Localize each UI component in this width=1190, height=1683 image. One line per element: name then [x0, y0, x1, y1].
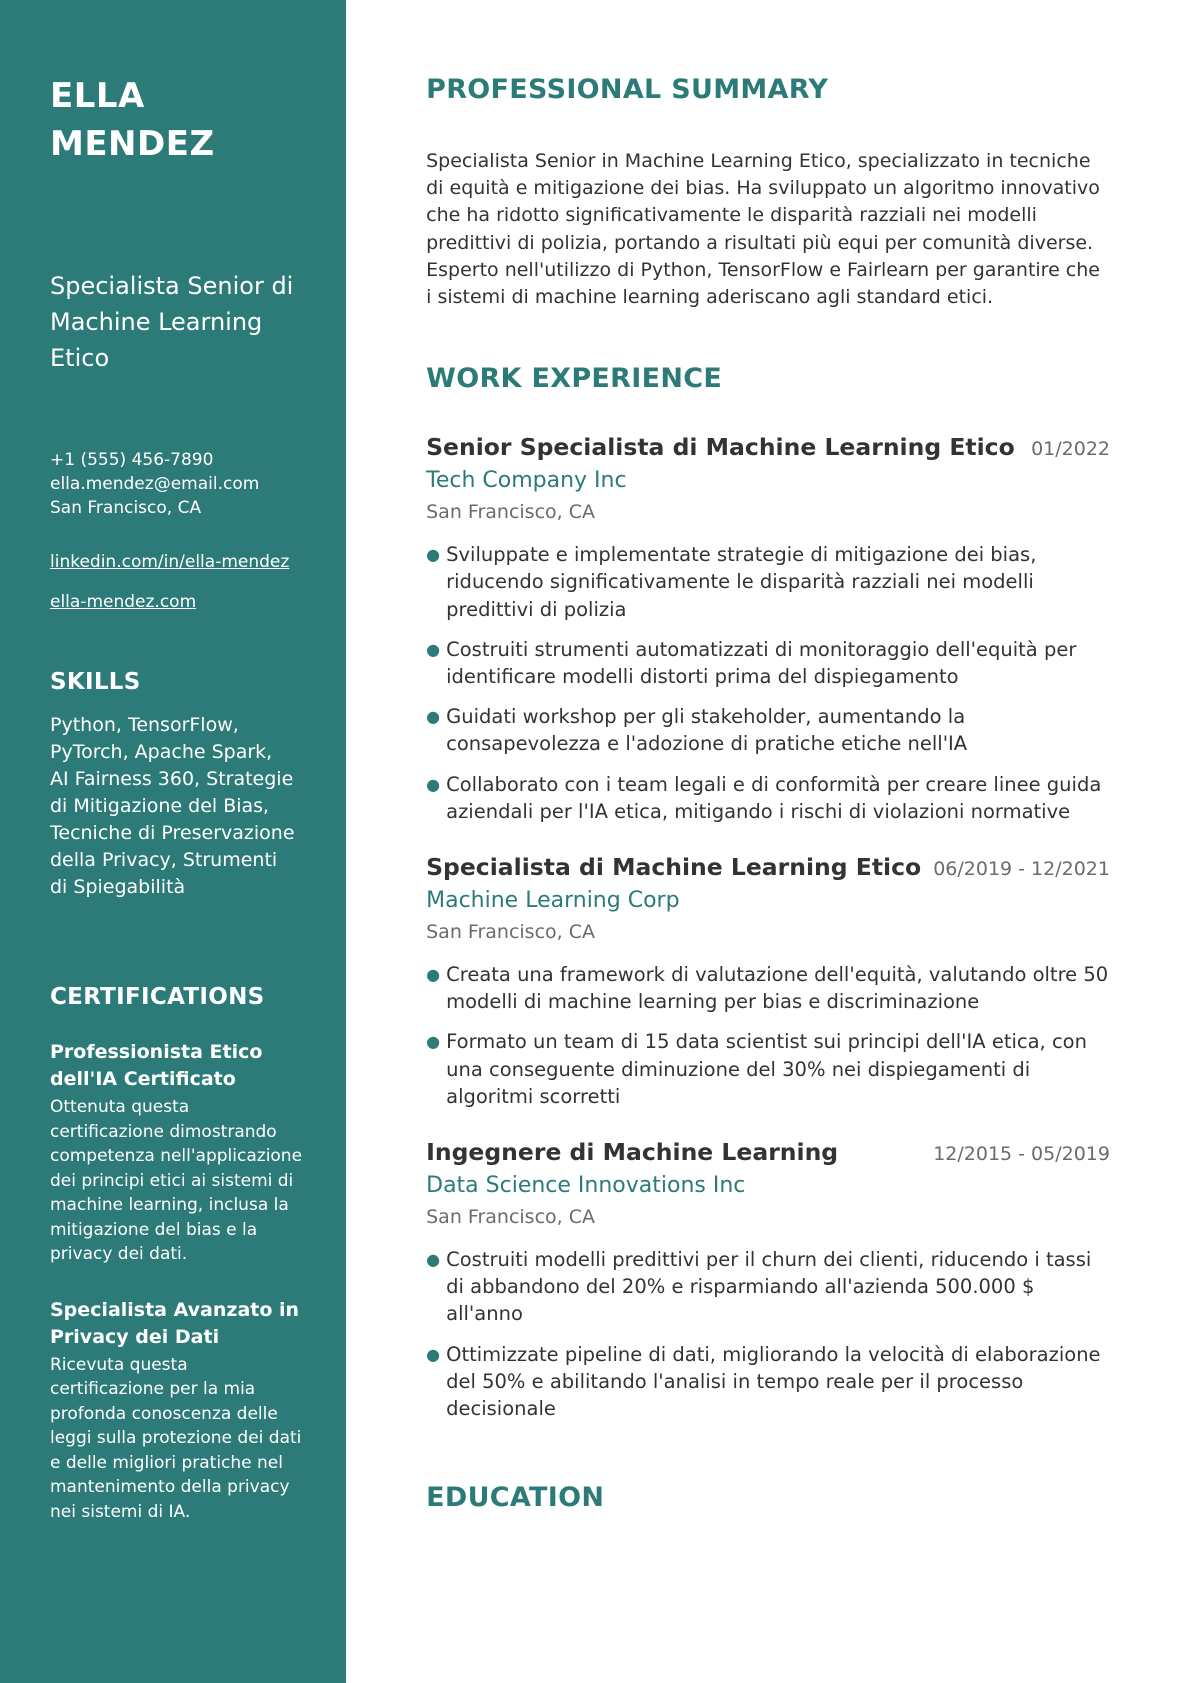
bullet-icon: ●	[426, 965, 441, 985]
profile-links	[50, 550, 306, 614]
bullet-item	[426, 771, 1110, 825]
bullet-item	[426, 1028, 1110, 1110]
certification-title: Professionista Etico dell'IA Certificato	[50, 1041, 263, 1090]
bullet-item	[426, 961, 1110, 1015]
email-address: ella.mendez@email.com	[50, 474, 260, 494]
job-bullets	[426, 1246, 1110, 1422]
job-location: San Francisco, CA	[426, 501, 595, 524]
job-title: Senior Specialista di Machine Learning Etico	[426, 433, 1015, 462]
job-title: Specialista di Machine Learning Etico	[426, 853, 922, 882]
job-header	[426, 1136, 1110, 1168]
summary-section	[426, 72, 1110, 311]
bullet-icon: ●	[426, 1250, 441, 1270]
job-location: San Francisco, CA	[426, 921, 595, 944]
job-date: 01/2022	[1031, 438, 1110, 461]
bullet-text: Formato un team di 15 data scientist sui principi dell'IA etica, con una conseguente diminuzione del 30% nei dispiegamenti di algoritmi scorretti	[446, 1030, 1087, 1108]
skills-list: Python, TensorFlow, PyTorch, Apache Spark, AI Fairness 360, Strategie di Mitigazione del Bias, Tecniche di Preservazione della Privacy, Strumenti di Spiegabilità	[50, 714, 295, 898]
phone-number: +1 (555) 456-7890	[50, 450, 214, 470]
bullet-icon: ●	[426, 707, 441, 727]
job-bullets	[426, 961, 1110, 1110]
job-header	[426, 431, 1110, 463]
certification-description: Ottenuta questa certificazione dimostrando competenza nell'applicazione dei principi etici ai sistemi di machine learning, inclusa la mitigazione del bias e la privacy dei dati.	[50, 1097, 303, 1264]
contact-location: San Francisco, CA	[50, 498, 202, 518]
certification-item	[50, 1297, 306, 1525]
work-experience-section	[426, 361, 1110, 1422]
certifications-section	[50, 981, 306, 1524]
job-bullets	[426, 541, 1110, 825]
skills-heading: SKILLS	[50, 669, 141, 695]
candidate-name: ELLA MENDEZ	[50, 76, 215, 164]
bullet-item	[426, 636, 1110, 690]
job-date: 12/2015 - 05/2019	[933, 1143, 1110, 1166]
bullet-icon: ●	[426, 1032, 441, 1052]
education-section	[426, 1480, 1110, 1516]
job-entry	[426, 1136, 1110, 1422]
bullet-text: Sviluppate e implementate strategie di mitigazione dei bias, riducendo significativamente le disparità razziali nei modelli predittivi di polizia	[446, 543, 1037, 621]
certification-description: Ricevuta questa certificazione per la mia profonda conoscenza delle leggi sulla protezione dei dati e delle migliori pratiche nel mantenimento della privacy nei sistemi di IA.	[50, 1354, 302, 1522]
bullet-text: Costruiti modelli predittivi per il churn dei clienti, riducendo i tassi di abbandono del 20% e risparmiando all'azienda 500.000 $ all'anno	[446, 1248, 1092, 1326]
bullet-text: Costruiti strumenti automatizzati di monitoraggio dell'equità per identificare modelli distorti prima del dispiegamento	[446, 637, 1077, 689]
job-title: Ingegnere di Machine Learning	[426, 1138, 839, 1167]
job-header	[426, 851, 1110, 883]
certifications-heading: CERTIFICATIONS	[50, 984, 265, 1010]
bullet-item	[426, 1341, 1110, 1423]
bullet-icon: ●	[426, 1344, 441, 1364]
bullet-text: Collaborato con i team legali e di conformità per creare linee guida aziendali per l'IA etica, mitigando i rischi di violazioni normative	[446, 772, 1102, 823]
job-date: 06/2019 - 12/2021	[933, 858, 1110, 881]
job-subtitle: Specialista Senior di Machine Learning Etico	[50, 272, 294, 372]
main-content	[346, 0, 1190, 1683]
sidebar	[0, 0, 346, 1683]
certification-item	[50, 1039, 306, 1267]
company-name: Tech Company Inc	[426, 468, 627, 494]
website-link[interactable]: ella-mendez.com	[50, 592, 197, 612]
bullet-item	[426, 703, 1110, 757]
bullet-item	[426, 541, 1110, 623]
bullet-text: Creata una framework di valutazione dell'equità, valutando oltre 50 modelli di machine learning per bias e discriminazione	[446, 963, 1109, 1014]
education-heading: EDUCATION	[426, 1482, 605, 1514]
summary-heading: PROFESSIONAL SUMMARY	[426, 74, 829, 105]
bullet-item	[426, 1246, 1110, 1328]
job-entry	[426, 431, 1110, 825]
bullet-text: Ottimizzate pipeline di dati, migliorando la velocità di elaborazione del 50% e abilitando l'analisi in tempo reale per il processo decisionale	[446, 1342, 1101, 1421]
bullet-icon: ●	[426, 774, 441, 794]
company-name: Data Science Innovations Inc	[426, 1173, 746, 1199]
bullet-text: Guidati workshop per gli stakeholder, aumentando la consapevolezza e l'adozione di pratiche etiche nell'IA	[446, 705, 968, 756]
bullet-icon: ●	[426, 545, 441, 565]
certification-title: Specialista Avanzato in Privacy dei Dati	[50, 1298, 300, 1348]
summary-text: Specialista Senior in Machine Learning Etico, specializzato in tecniche di equità e mitigazione dei bias. Ha sviluppato un algoritmo innovativo che ha ridotto significativamente le disparità razziali nei modelli predittivi di polizia, portando a risultati più equi per comunità diverse. Esperto nell'utilizzo di Python, TensorFlow e Fairlearn per garantire che i sistemi di machine learning aderiscano agli standard etici.	[426, 150, 1100, 309]
company-name: Machine Learning Corp	[426, 888, 680, 914]
contact-info	[50, 448, 306, 520]
linkedin-link[interactable]: linkedin.com/in/ella-mendez	[50, 552, 290, 572]
skills-section	[50, 666, 306, 901]
job-location: San Francisco, CA	[426, 1206, 595, 1229]
work-experience-heading: WORK EXPERIENCE	[426, 363, 723, 395]
job-entry	[426, 851, 1110, 1110]
bullet-icon: ●	[426, 639, 441, 659]
